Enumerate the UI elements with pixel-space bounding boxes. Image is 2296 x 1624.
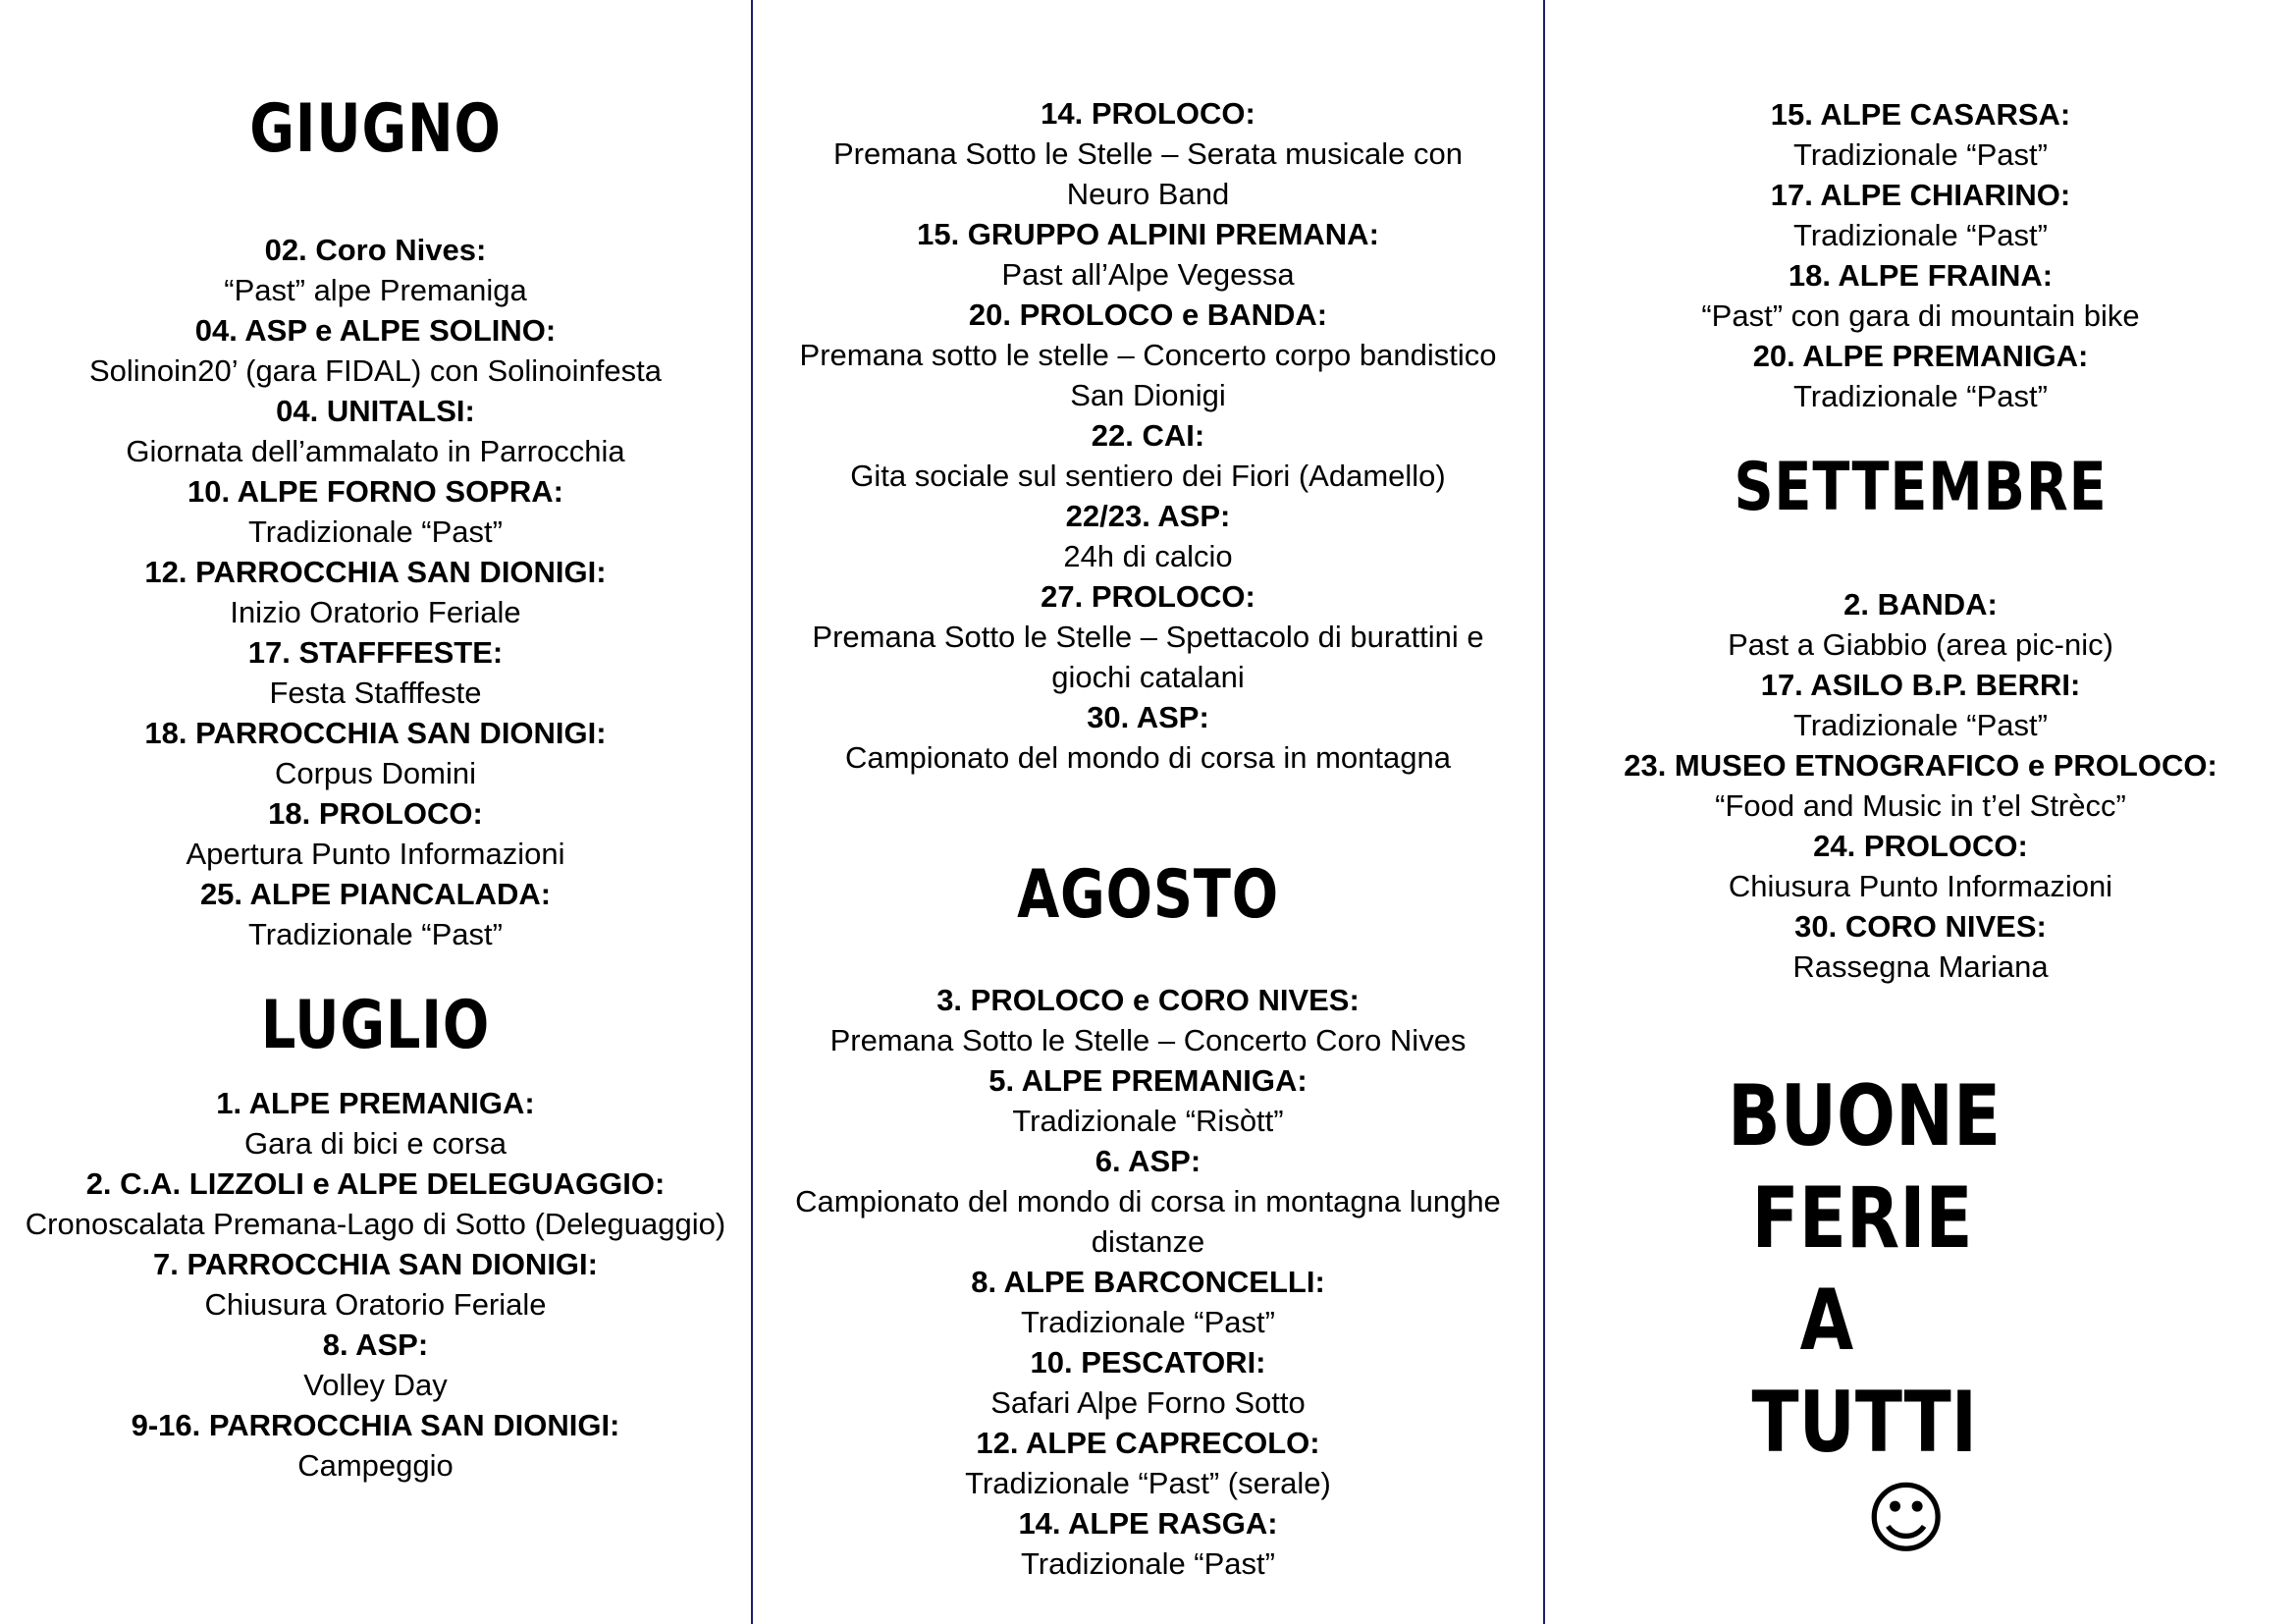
event-item bbox=[792, 295, 1504, 415]
event-description: Tradizionale “Past” (serale) bbox=[965, 1466, 1331, 1500]
event-description: Past all’Alpe Vegessa bbox=[1001, 257, 1295, 292]
event-item bbox=[1545, 584, 2296, 665]
smiley-face-icon: ☺ bbox=[1865, 1473, 1948, 1564]
greeting-line: FERIE bbox=[1728, 1169, 1973, 1268]
event-item bbox=[792, 1262, 1504, 1342]
month-heading-settembre: SETTEMBRE bbox=[1734, 449, 2108, 526]
event-item bbox=[0, 552, 751, 632]
event-title: 30. CORO NIVES: bbox=[1794, 909, 2047, 944]
event-item bbox=[0, 391, 751, 471]
event-title: 10. ALPE FORNO SOPRA: bbox=[187, 474, 563, 509]
event-description: Cronoscalata Premana-Lago di Sotto (Deleguaggio) bbox=[25, 1207, 726, 1241]
month-heading-giugno: GIUGNO bbox=[249, 90, 502, 168]
event-description: Gita sociale sul sentiero dei Fiori (Adamello) bbox=[850, 459, 1446, 493]
event-item bbox=[1545, 826, 2296, 906]
event-item bbox=[792, 1423, 1504, 1503]
event-list-luglio-continued bbox=[792, 93, 1504, 778]
event-title: 8. ALPE BARCONCELLI: bbox=[971, 1265, 1325, 1299]
event-description: Tradizionale “Past” bbox=[1792, 708, 2048, 742]
event-item bbox=[792, 576, 1504, 697]
event-description: Tradizionale “Past” bbox=[247, 917, 503, 951]
event-description: Tradizionale “Risòtt” bbox=[1012, 1104, 1284, 1138]
event-description: Tradizionale “Past” bbox=[1020, 1305, 1275, 1339]
event-title: 27. PROLOCO: bbox=[1041, 579, 1255, 614]
event-item bbox=[792, 697, 1504, 778]
event-item bbox=[0, 310, 751, 391]
column-middle bbox=[753, 0, 1543, 1624]
event-item bbox=[1545, 336, 2296, 416]
event-title: 15. GRUPPO ALPINI PREMANA: bbox=[917, 217, 1379, 251]
event-description: “Past” alpe Premaniga bbox=[224, 273, 527, 307]
event-title: 18. PROLOCO: bbox=[268, 796, 483, 831]
event-description: Premana Sotto le Stelle – Concerto Coro Nives bbox=[829, 1023, 1467, 1057]
event-description: Chiusura Punto Informazioni bbox=[1728, 869, 2113, 903]
event-item bbox=[792, 1141, 1504, 1262]
event-item bbox=[792, 980, 1504, 1060]
event-title: 25. ALPE PIANCALADA: bbox=[199, 877, 552, 911]
event-title: 3. PROLOCO e CORO NIVES: bbox=[936, 983, 1360, 1017]
event-item bbox=[792, 1342, 1504, 1423]
event-item bbox=[0, 1244, 751, 1325]
section-giugno bbox=[0, 90, 751, 954]
event-description: Solinoin20’ (gara FIDAL) con Solinoinfesta bbox=[88, 353, 662, 388]
event-title: 20. ALPE PREMANIGA: bbox=[1752, 339, 2089, 373]
event-description: Festa Stafffeste bbox=[269, 676, 482, 710]
event-description: Tradizionale “Past” bbox=[1792, 137, 2048, 172]
event-title: 12. ALPE CAPRECOLO: bbox=[976, 1426, 1320, 1460]
event-description: Giornata dell’ammalato in Parrocchia bbox=[126, 434, 625, 468]
event-description: Campionato del mondo di corsa in montagna lunghe distanze bbox=[795, 1184, 1501, 1259]
event-title: 17. ASILO B.P. BERRI: bbox=[1760, 668, 2081, 702]
event-item bbox=[0, 632, 751, 713]
event-description: Premana Sotto le Stelle – Spettacolo di burattini e giochi catalani bbox=[812, 620, 1484, 694]
event-title: 12. PARROCCHIA SAN DIONIGI: bbox=[144, 555, 607, 589]
event-description: Rassegna Mariana bbox=[1792, 949, 2049, 984]
event-item bbox=[792, 93, 1504, 214]
event-title: 5. ALPE PREMANIGA: bbox=[988, 1063, 1308, 1098]
event-item bbox=[1545, 906, 2296, 987]
greeting-line: BUONE bbox=[1728, 1067, 2002, 1165]
event-description: “Past” con gara di mountain bike bbox=[1701, 298, 2140, 333]
event-description: Inizio Oratorio Feriale bbox=[230, 595, 521, 629]
event-list-agosto-continued bbox=[1545, 94, 2296, 416]
event-description: Safari Alpe Forno Sotto bbox=[990, 1385, 1306, 1420]
event-title: 17. STAFFFESTE: bbox=[247, 635, 504, 670]
event-list-agosto bbox=[753, 980, 1543, 1584]
event-item bbox=[0, 713, 751, 793]
event-item bbox=[0, 1325, 751, 1405]
event-title: 10. PESCATORI: bbox=[1030, 1345, 1266, 1380]
event-title: 30. ASP: bbox=[1087, 700, 1209, 734]
event-title: 04. UNITALSI: bbox=[276, 394, 475, 428]
event-item bbox=[0, 793, 751, 874]
month-heading-agosto: AGOSTO bbox=[1017, 856, 1279, 934]
event-description: Past a Giabbio (area pic-nic) bbox=[1728, 627, 2113, 662]
event-description: Chiusura Oratorio Feriale bbox=[204, 1287, 547, 1322]
event-title: 04. ASP e ALPE SOLINO: bbox=[194, 313, 557, 348]
event-title: 7. PARROCCHIA SAN DIONIGI: bbox=[153, 1247, 598, 1281]
event-description: Premana Sotto le Stelle – Serata musicale con Neuro Band bbox=[832, 136, 1463, 211]
event-title: 15. ALPE CASARSA: bbox=[1770, 97, 2071, 132]
event-item bbox=[792, 415, 1504, 496]
event-title: 22/23. ASP: bbox=[1065, 499, 1231, 533]
event-title: 24. PROLOCO: bbox=[1813, 829, 2028, 863]
event-item bbox=[0, 874, 751, 954]
event-item bbox=[0, 230, 751, 310]
event-item bbox=[1545, 745, 2296, 826]
event-title: 1. ALPE PREMANIGA: bbox=[216, 1086, 535, 1120]
event-title: 8. ASP: bbox=[322, 1327, 429, 1362]
event-title: 9-16. PARROCCHIA SAN DIONIGI: bbox=[131, 1408, 620, 1442]
greeting-line: TUTTI bbox=[1728, 1374, 1977, 1472]
event-title: 20. PROLOCO e BANDA: bbox=[968, 298, 1328, 332]
greeting-line: A bbox=[1728, 1272, 1854, 1370]
event-title: 14. PROLOCO: bbox=[1041, 96, 1255, 131]
event-item bbox=[0, 471, 751, 552]
event-description: Tradizionale “Past” bbox=[1020, 1546, 1275, 1581]
event-item bbox=[1545, 175, 2296, 255]
event-title: 2. C.A. LIZZOLI e ALPE DELEGUAGGIO: bbox=[85, 1166, 666, 1201]
event-item bbox=[0, 1083, 751, 1164]
event-item bbox=[1545, 665, 2296, 745]
event-description: Campionato del mondo di corsa in montagna bbox=[845, 740, 1451, 775]
event-item bbox=[792, 1060, 1504, 1141]
event-title: 6. ASP: bbox=[1095, 1144, 1201, 1178]
event-item bbox=[0, 1405, 751, 1486]
event-title: 18. ALPE FRAINA: bbox=[1788, 258, 2054, 293]
section-settembre bbox=[1545, 449, 2296, 987]
event-list-settembre bbox=[1545, 584, 2296, 987]
event-item bbox=[1545, 94, 2296, 175]
event-item bbox=[1545, 255, 2296, 336]
greeting-message bbox=[1728, 1065, 2050, 1474]
event-title: 23. MUSEO ETNOGRAFICO e PROLOCO: bbox=[1624, 748, 2217, 783]
event-description: Tradizionale “Past” bbox=[1792, 379, 2048, 413]
event-title: 2. BANDA: bbox=[1843, 587, 1998, 622]
event-description: Tradizionale “Past” bbox=[247, 514, 503, 549]
event-item bbox=[792, 496, 1504, 576]
event-description: Gara di bici e corsa bbox=[243, 1126, 507, 1161]
column-left bbox=[0, 0, 751, 1624]
event-list-giugno bbox=[0, 230, 751, 954]
event-title: 14. ALPE RASGA: bbox=[1018, 1506, 1278, 1541]
event-item bbox=[0, 1164, 751, 1244]
event-item bbox=[792, 214, 1504, 295]
event-item bbox=[792, 1503, 1504, 1584]
event-description: Tradizionale “Past” bbox=[1792, 218, 2048, 252]
section-agosto bbox=[753, 856, 1543, 1584]
event-description: 24h di calcio bbox=[1063, 539, 1233, 573]
event-description: Apertura Punto Informazioni bbox=[186, 837, 565, 871]
event-title: 18. PARROCCHIA SAN DIONIGI: bbox=[144, 716, 607, 750]
event-description: Premana sotto le stelle – Concerto corpo bandistico San Dionigi bbox=[799, 338, 1497, 412]
event-description: Corpus Domini bbox=[274, 756, 476, 790]
event-list-luglio bbox=[0, 1083, 751, 1486]
section-luglio bbox=[0, 987, 751, 1486]
month-heading-luglio: LUGLIO bbox=[260, 987, 491, 1064]
event-title: 02. Coro Nives: bbox=[264, 233, 487, 267]
event-description: Volley Day bbox=[303, 1368, 448, 1402]
event-description: “Food and Music in t’el Strècc” bbox=[1715, 788, 2126, 823]
event-description: Campeggio bbox=[297, 1448, 454, 1483]
event-title: 17. ALPE CHIARINO: bbox=[1770, 178, 2071, 212]
event-title: 22. CAI: bbox=[1091, 418, 1205, 453]
